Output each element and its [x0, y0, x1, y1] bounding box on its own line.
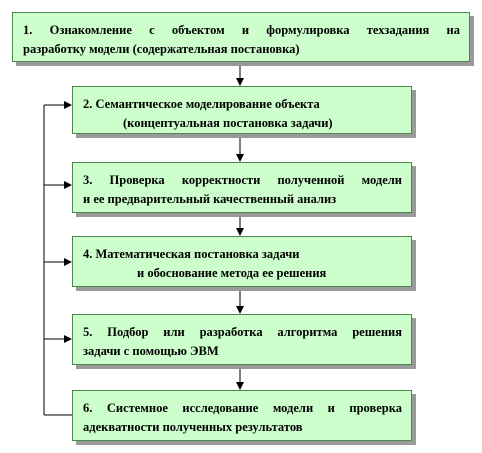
step-1-line-2: разработку модели (содержательная постановка) [23, 42, 300, 56]
step-2-line-1: 2. Семантическое моделирование объекта [83, 97, 320, 111]
step-4-line-1: 4. Математическая постановка задачи [83, 247, 300, 261]
step-5-line-2: задачи с помощью ЭВМ [83, 344, 219, 358]
step-1-box [12, 12, 470, 62]
step-3-line-1: 3. Проверка корректности полученной модели [83, 173, 402, 187]
step-6-line-2: адекватности полученных результатов [83, 420, 303, 434]
step-1-line-1: 1. Ознакомление с объектом и формулировка техзадания на [23, 23, 460, 37]
step-5-box [72, 314, 412, 365]
step-2-box [72, 86, 412, 134]
step-3-line-2: и ее предварительный качественный анализ [83, 192, 337, 206]
step-3-box [72, 162, 412, 213]
step-4-line-2: и обоснование метода ее решения [137, 266, 327, 280]
step-6-line-1: 6. Системное исследование модели и проверка [83, 401, 402, 415]
step-6-box [72, 390, 412, 441]
step-4-box [72, 236, 412, 287]
step-2-line-2: (концептуальная постановка задачи) [123, 116, 333, 130]
step-5-line-1: 5. Подбор или разработка алгоритма решения [83, 325, 402, 339]
